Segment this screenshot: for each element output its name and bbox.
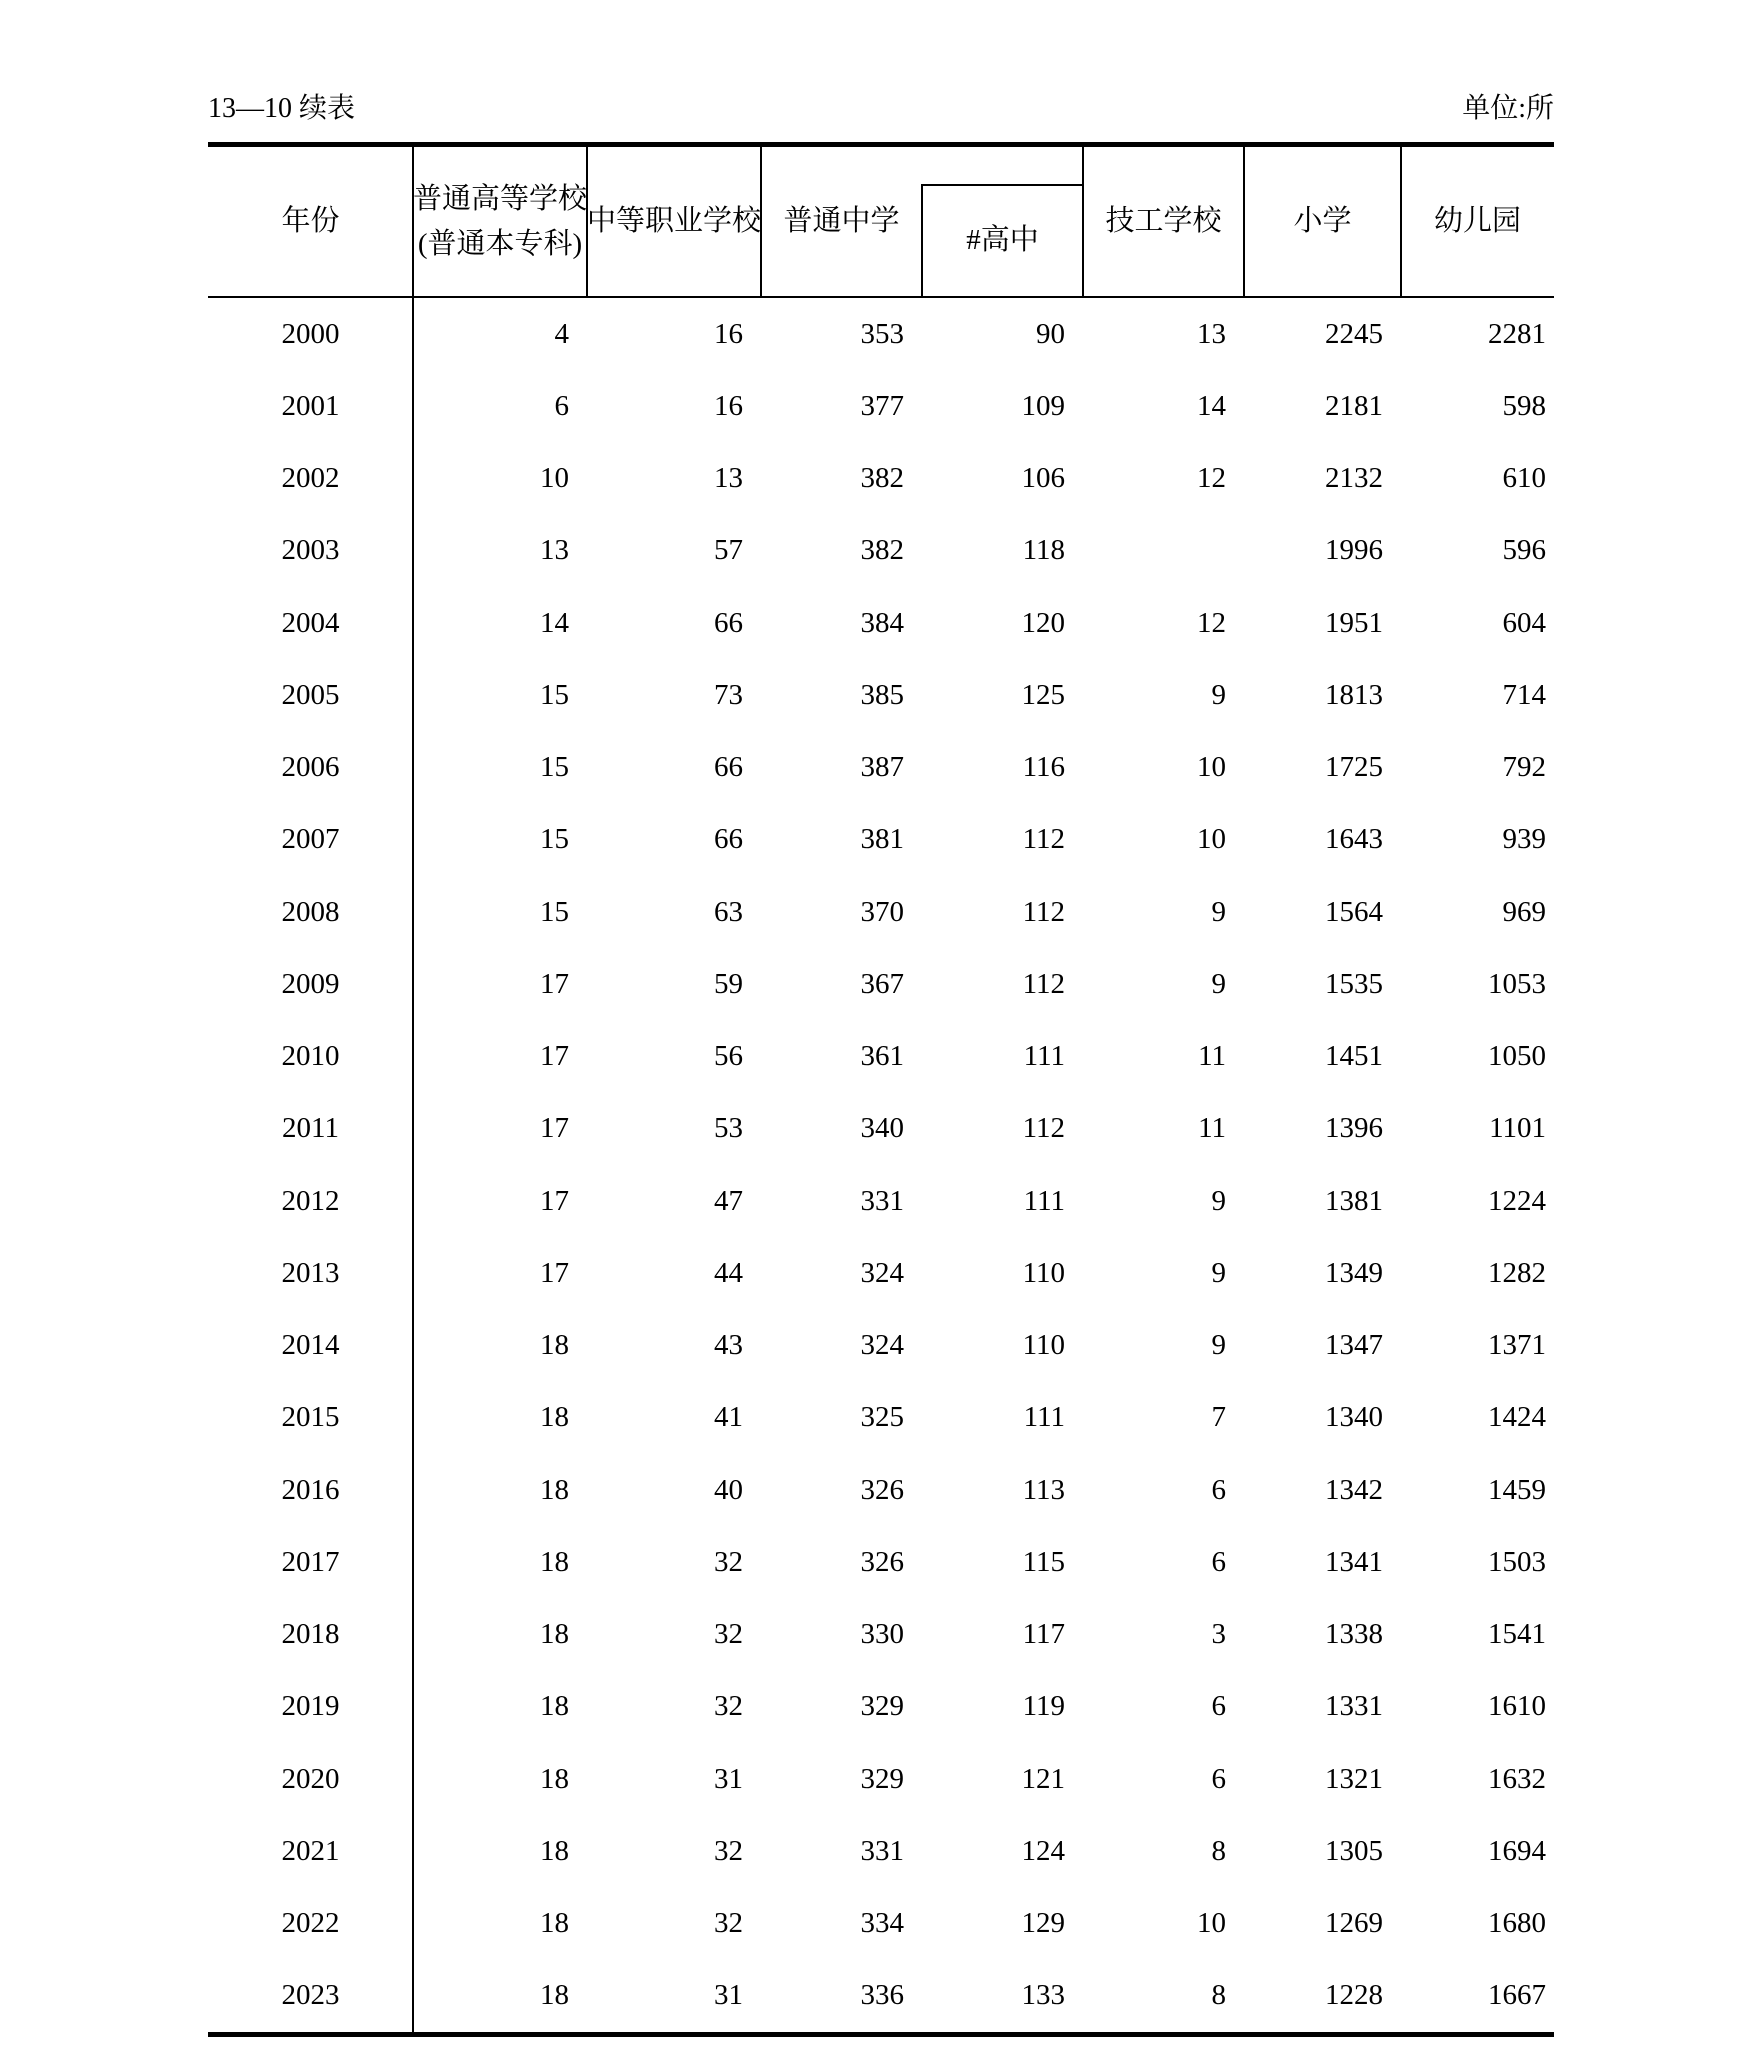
value-cell: 15 [540, 895, 569, 928]
value-cell: 1371 [1488, 1329, 1546, 1362]
col-header-secondary-vocational [587, 147, 761, 296]
value-cell: 382 [860, 462, 904, 495]
year-cell: 2021 [281, 1834, 340, 1867]
value-cell: 120 [1021, 606, 1065, 639]
value-cell: 610 [1502, 462, 1546, 495]
table-body [208, 298, 1554, 2032]
value-cell: 1349 [1325, 1256, 1383, 1289]
value-cell: 8 [1211, 1979, 1226, 2012]
value-cell: 1951 [1325, 606, 1383, 639]
value-cell: 1381 [1325, 1184, 1383, 1217]
value-cell: 324 [860, 1329, 904, 1362]
value-cell: 7 [1211, 1401, 1226, 1434]
value-cell: 17 [540, 967, 569, 1000]
value-cell: 939 [1502, 823, 1546, 856]
year-cell: 2012 [281, 1184, 340, 1217]
value-cell: 1813 [1325, 678, 1383, 711]
value-cell: 13 [714, 462, 743, 495]
value-cell: 1305 [1325, 1834, 1383, 1867]
value-cell: 63 [714, 895, 743, 928]
value-cell: 11 [1198, 1040, 1226, 1073]
col-header-kindergarten [1401, 147, 1554, 296]
value-cell: 325 [860, 1401, 904, 1434]
value-cell: 1535 [1325, 967, 1383, 1000]
value-cell: 121 [1021, 1762, 1065, 1795]
col-header-higher-education-line2: (普通本专科) [417, 227, 583, 260]
value-cell: 1667 [1488, 1979, 1546, 2012]
value-cell: 384 [860, 606, 904, 639]
value-cell: 336 [860, 1979, 904, 2012]
table-row [208, 1743, 1554, 1815]
value-cell: 111 [1023, 1040, 1065, 1073]
value-cell: 115 [1022, 1545, 1065, 1578]
value-cell: 106 [1021, 462, 1065, 495]
col-header-regular-secondary [761, 147, 922, 296]
value-cell: 2281 [1488, 317, 1546, 350]
value-cell: 1053 [1488, 967, 1546, 1000]
table-row [208, 587, 1554, 659]
value-cell: 109 [1021, 389, 1065, 422]
value-cell: 57 [714, 534, 743, 567]
value-cell: 9 [1211, 895, 1226, 928]
value-cell: 133 [1021, 1979, 1065, 2012]
value-cell: 111 [1023, 1401, 1065, 1434]
value-cell: 15 [540, 751, 569, 784]
value-cell: 361 [860, 1040, 904, 1073]
value-cell: 110 [1022, 1329, 1065, 1362]
col-header-higher-education-line1: 普通高等学校 [413, 182, 588, 215]
table-row [208, 1888, 1554, 1960]
table-row [208, 443, 1554, 515]
value-cell: 31 [714, 1762, 743, 1795]
value-cell: 6 [1211, 1473, 1226, 1506]
table-row [208, 948, 1554, 1020]
value-cell: 16 [714, 317, 743, 350]
value-cell: 59 [714, 967, 743, 1000]
value-cell: 119 [1022, 1690, 1065, 1723]
year-cell: 2006 [281, 751, 340, 784]
col-header-primary-school-label: 小学 [1293, 205, 1352, 238]
value-cell: 56 [714, 1040, 743, 1073]
year-cell: 2014 [281, 1329, 340, 1362]
value-cell: 1282 [1488, 1256, 1546, 1289]
value-cell: 11 [1198, 1112, 1226, 1145]
year-cell: 2019 [281, 1690, 340, 1723]
value-cell: 17 [540, 1184, 569, 1217]
value-cell: 17 [540, 1112, 569, 1145]
value-cell: 40 [714, 1473, 743, 1506]
table-row [208, 1671, 1554, 1743]
table-row [208, 1093, 1554, 1165]
value-cell: 326 [860, 1473, 904, 1506]
value-cell: 2132 [1325, 462, 1383, 495]
value-cell: 1342 [1325, 1473, 1383, 1506]
value-cell: 129 [1021, 1907, 1065, 1940]
value-cell: 10 [1197, 751, 1226, 784]
year-cell: 2003 [281, 534, 340, 567]
value-cell: 1224 [1488, 1184, 1546, 1217]
value-cell: 1396 [1325, 1112, 1383, 1145]
value-cell: 66 [714, 606, 743, 639]
value-cell: 53 [714, 1112, 743, 1145]
value-cell: 18 [540, 1690, 569, 1723]
value-cell: 385 [860, 678, 904, 711]
year-cell: 2005 [281, 678, 340, 711]
value-cell: 18 [540, 1834, 569, 1867]
col-header-regular-secondary-label: 普通中学 [783, 205, 900, 238]
table-row [208, 1310, 1554, 1382]
value-cell: 714 [1502, 678, 1546, 711]
value-cell: 1680 [1488, 1907, 1546, 1940]
value-cell: 1340 [1325, 1401, 1383, 1434]
table-row [208, 370, 1554, 442]
value-cell: 4 [554, 317, 569, 350]
value-cell: 17 [540, 1040, 569, 1073]
value-cell: 32 [714, 1690, 743, 1723]
value-cell: 66 [714, 751, 743, 784]
table-row [208, 1454, 1554, 1526]
table-row [208, 804, 1554, 876]
value-cell: 10 [540, 462, 569, 495]
col-header-higher-education [413, 147, 587, 296]
value-cell: 1725 [1325, 751, 1383, 784]
value-cell: 1632 [1488, 1762, 1546, 1795]
value-cell: 112 [1022, 895, 1065, 928]
value-cell: 111 [1023, 1184, 1065, 1217]
value-cell: 14 [540, 606, 569, 639]
year-cell: 2004 [281, 606, 340, 639]
value-cell: 381 [860, 823, 904, 856]
value-cell: 330 [860, 1618, 904, 1651]
col-header-year [208, 147, 413, 296]
table-caption-row [208, 92, 1554, 126]
value-cell: 1459 [1488, 1473, 1546, 1506]
year-cell: 2007 [281, 823, 340, 856]
table-row [208, 1021, 1554, 1093]
value-cell: 110 [1022, 1256, 1065, 1289]
value-cell: 15 [540, 678, 569, 711]
value-cell: 18 [540, 1401, 569, 1434]
year-cell: 2000 [281, 317, 340, 350]
year-cell: 2018 [281, 1618, 340, 1651]
table-row [208, 1237, 1554, 1309]
value-cell: 1503 [1488, 1545, 1546, 1578]
value-cell: 1564 [1325, 895, 1383, 928]
value-cell: 73 [714, 678, 743, 711]
value-cell: 387 [860, 751, 904, 784]
value-cell: 47 [714, 1184, 743, 1217]
value-cell: 604 [1502, 606, 1546, 639]
value-cell: 353 [860, 317, 904, 350]
col-header-senior-high-label: #高中 [966, 223, 1039, 256]
year-cell: 2020 [281, 1762, 340, 1795]
table-header [208, 147, 1554, 298]
value-cell: 1643 [1325, 823, 1383, 856]
col-header-senior-high [922, 184, 1083, 296]
value-cell: 9 [1211, 1184, 1226, 1217]
value-cell: 13 [540, 534, 569, 567]
value-cell: 112 [1022, 1112, 1065, 1145]
table-row [208, 1382, 1554, 1454]
statistics-table [208, 142, 1554, 2037]
value-cell: 9 [1211, 1256, 1226, 1289]
year-cell: 2023 [281, 1979, 340, 2012]
value-cell: 2245 [1325, 317, 1383, 350]
value-cell: 10 [1197, 823, 1226, 856]
value-cell: 1451 [1325, 1040, 1383, 1073]
col-header-technical-school [1083, 147, 1244, 296]
value-cell: 13 [1197, 317, 1226, 350]
value-cell: 18 [540, 1618, 569, 1651]
value-cell: 18 [540, 1762, 569, 1795]
value-cell: 1996 [1325, 534, 1383, 567]
value-cell: 18 [540, 1545, 569, 1578]
col-header-kindergarten-label: 幼儿园 [1433, 205, 1521, 238]
value-cell: 596 [1502, 534, 1546, 567]
value-cell: 2181 [1325, 389, 1383, 422]
value-cell: 331 [860, 1184, 904, 1217]
col-header-year-label: 年份 [281, 205, 340, 238]
table-continuation-title: 13—10 续表 [208, 93, 356, 124]
year-cell: 2016 [281, 1473, 340, 1506]
value-cell: 3 [1211, 1618, 1226, 1651]
value-cell: 9 [1211, 967, 1226, 1000]
value-cell: 367 [860, 967, 904, 1000]
value-cell: 118 [1022, 534, 1065, 567]
value-cell: 382 [860, 534, 904, 567]
value-cell: 1050 [1488, 1040, 1546, 1073]
value-cell: 18 [540, 1979, 569, 2012]
year-cell: 2011 [282, 1112, 339, 1145]
value-cell: 8 [1211, 1834, 1226, 1867]
value-cell: 6 [1211, 1690, 1226, 1723]
unit-label: 单位:所 [1462, 93, 1554, 124]
value-cell: 18 [540, 1907, 569, 1940]
value-cell: 1541 [1488, 1618, 1546, 1651]
value-cell: 116 [1022, 751, 1065, 784]
table-row [208, 298, 1554, 370]
table-row [208, 876, 1554, 948]
value-cell: 9 [1211, 678, 1226, 711]
value-cell: 41 [714, 1401, 743, 1434]
value-cell: 329 [860, 1690, 904, 1723]
value-cell: 16 [714, 389, 743, 422]
value-cell: 12 [1197, 606, 1226, 639]
year-cell: 2002 [281, 462, 340, 495]
table-row [208, 1960, 1554, 2032]
value-cell: 329 [860, 1762, 904, 1795]
table-row [208, 1165, 1554, 1237]
value-cell: 1331 [1325, 1690, 1383, 1723]
value-cell: 334 [860, 1907, 904, 1940]
value-cell: 377 [860, 389, 904, 422]
value-cell: 15 [540, 823, 569, 856]
value-cell: 31 [714, 1979, 743, 2012]
value-cell: 969 [1502, 895, 1546, 928]
value-cell: 340 [860, 1112, 904, 1145]
value-cell: 1269 [1325, 1907, 1383, 1940]
value-cell: 32 [714, 1907, 743, 1940]
col-header-primary-school [1244, 147, 1401, 296]
value-cell: 1321 [1325, 1762, 1383, 1795]
table-row [208, 1815, 1554, 1887]
value-cell: 117 [1022, 1618, 1065, 1651]
value-cell: 10 [1197, 1907, 1226, 1940]
value-cell: 1101 [1489, 1112, 1546, 1145]
year-cell: 2017 [281, 1545, 340, 1578]
value-cell: 1347 [1325, 1329, 1383, 1362]
value-cell: 32 [714, 1545, 743, 1578]
value-cell: 370 [860, 895, 904, 928]
value-cell: 1610 [1488, 1690, 1546, 1723]
year-cell: 2001 [281, 389, 340, 422]
value-cell: 331 [860, 1834, 904, 1867]
value-cell: 598 [1502, 389, 1546, 422]
year-cell: 2009 [281, 967, 340, 1000]
value-cell: 14 [1197, 389, 1226, 422]
year-cell: 2013 [281, 1256, 340, 1289]
value-cell: 1338 [1325, 1618, 1383, 1651]
table-row [208, 1599, 1554, 1671]
value-cell: 6 [1211, 1545, 1226, 1578]
value-cell: 792 [1502, 751, 1546, 784]
value-cell: 124 [1021, 1834, 1065, 1867]
year-cell: 2008 [281, 895, 340, 928]
value-cell: 324 [860, 1256, 904, 1289]
col-header-secondary-vocational-label: 中等职业学校 [587, 205, 762, 238]
value-cell: 66 [714, 823, 743, 856]
value-cell: 44 [714, 1256, 743, 1289]
value-cell: 112 [1022, 967, 1065, 1000]
year-cell: 2022 [281, 1907, 340, 1940]
value-cell: 1694 [1488, 1834, 1546, 1867]
value-cell: 18 [540, 1473, 569, 1506]
value-cell: 90 [1036, 317, 1065, 350]
value-cell: 113 [1022, 1473, 1065, 1506]
value-cell: 1424 [1488, 1401, 1546, 1434]
value-cell: 32 [714, 1834, 743, 1867]
table-row [208, 515, 1554, 587]
value-cell: 9 [1211, 1329, 1226, 1362]
year-cell: 2015 [281, 1401, 340, 1434]
value-cell: 17 [540, 1256, 569, 1289]
value-cell: 1228 [1325, 1979, 1383, 2012]
value-cell: 18 [540, 1329, 569, 1362]
value-cell: 112 [1022, 823, 1065, 856]
value-cell: 125 [1021, 678, 1065, 711]
value-cell: 43 [714, 1329, 743, 1362]
body-rule-after-year [412, 298, 414, 2032]
table-row [208, 659, 1554, 731]
year-cell: 2010 [281, 1040, 340, 1073]
value-cell: 326 [860, 1545, 904, 1578]
value-cell: 32 [714, 1618, 743, 1651]
value-cell: 6 [554, 389, 569, 422]
table-row [208, 732, 1554, 804]
value-cell: 12 [1197, 462, 1226, 495]
table-row [208, 1526, 1554, 1598]
value-cell: 1341 [1325, 1545, 1383, 1578]
col-header-technical-school-label: 技工学校 [1105, 205, 1222, 238]
value-cell: 6 [1211, 1762, 1226, 1795]
